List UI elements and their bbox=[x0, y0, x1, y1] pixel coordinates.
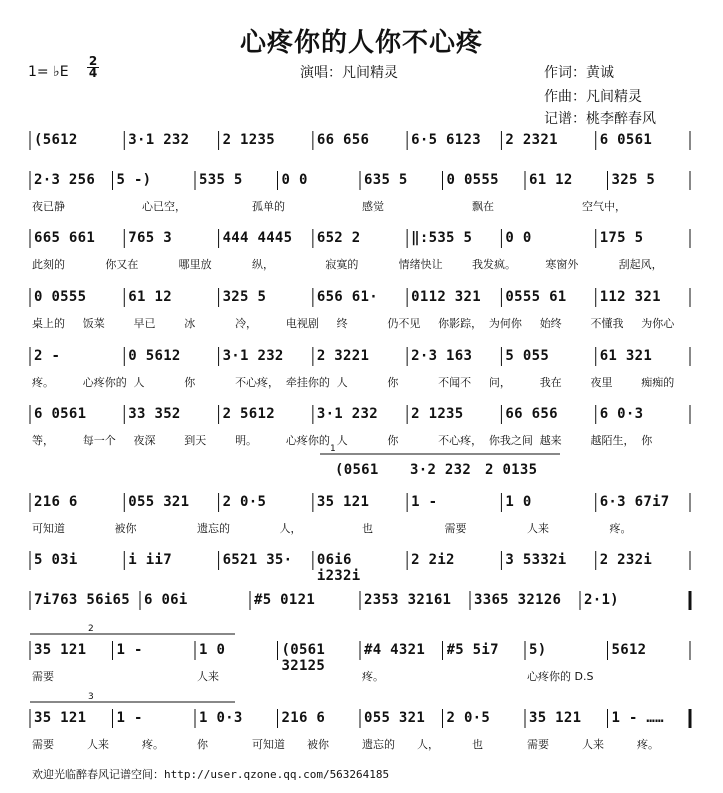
lyric-word: 刮起风， bbox=[618, 258, 663, 271]
note-group: 7i763 56i65 bbox=[34, 592, 131, 608]
note-group: 61 12 bbox=[128, 289, 172, 305]
lyric-word: 心疼你的 bbox=[285, 434, 330, 447]
lyric-word: 我发疯。 bbox=[472, 258, 516, 271]
lyric-word: 疼。 bbox=[609, 522, 632, 535]
note-group: 2 1235 bbox=[411, 406, 464, 422]
lyric-word: 夜里 bbox=[590, 376, 613, 389]
note-group: 6·5 6123 bbox=[411, 132, 481, 148]
lyric-word: 情绪快让 bbox=[398, 258, 443, 271]
lyric-word: 需要 bbox=[32, 738, 54, 751]
lyric-word: 我在 bbox=[539, 376, 562, 389]
note-group: 055 321 bbox=[364, 710, 426, 726]
lyric-word: 你影踪， bbox=[438, 317, 483, 330]
lyric-word: 心疼你的 D.S bbox=[527, 670, 594, 683]
note-group: 1 - bbox=[116, 710, 143, 726]
note-group: 35 121 bbox=[316, 494, 370, 510]
singer-credit: 演唱：凡间精灵 bbox=[300, 65, 398, 81]
note-group: 2 0·5 bbox=[222, 494, 267, 510]
lyric-word: 始终 bbox=[539, 317, 562, 330]
note-group: 5 -) bbox=[116, 172, 152, 188]
lyric-word: 痴痴的 bbox=[641, 376, 675, 389]
lyric-word: 为你心 bbox=[641, 317, 675, 330]
lyric-word: 明。 bbox=[235, 434, 258, 447]
lyric-word: 你 bbox=[641, 434, 653, 447]
lyric-word: 越来 bbox=[539, 434, 562, 447]
note-group: 2 2i2 bbox=[411, 552, 455, 568]
volta-number: 3 bbox=[88, 692, 94, 702]
lyric-word: 夜深 bbox=[133, 434, 156, 447]
note-group: 325 5 bbox=[611, 172, 656, 188]
lyric-word: 人来 bbox=[582, 738, 604, 751]
lyric-word: 为何你 bbox=[488, 317, 522, 330]
lyric-word: 仍不见 bbox=[387, 317, 421, 330]
note-group: 6 06i bbox=[144, 592, 188, 608]
note-group: 2·3 256 bbox=[34, 172, 96, 188]
note-group: 5612 bbox=[611, 642, 647, 658]
lyric-word: 也 bbox=[362, 522, 373, 535]
note-group: 1 - …… bbox=[611, 710, 664, 726]
note-group: 3·1 232 bbox=[128, 132, 190, 148]
note-group: 2 2321 bbox=[505, 132, 558, 148]
lyric-word: 疼。 bbox=[637, 738, 659, 751]
lyric-word: 不闻不 bbox=[438, 376, 472, 389]
note-group: 3365 32126 bbox=[474, 592, 562, 608]
lyric-word: 感觉 bbox=[362, 200, 384, 213]
lyric-word: 不心疼， bbox=[235, 376, 280, 389]
lyric-word: 飘在 bbox=[472, 200, 494, 213]
lyric-word: 人 bbox=[336, 434, 348, 447]
lyric-word: 遗忘的 bbox=[197, 522, 230, 535]
lyric-word: 疼。 bbox=[142, 738, 164, 751]
note-group: 5 055 bbox=[505, 348, 550, 364]
note-group: 2 0135 bbox=[485, 462, 538, 478]
lyric-word: 不懂我 bbox=[590, 317, 624, 330]
note-group: 66 656 bbox=[316, 132, 370, 148]
note-group: 055 321 bbox=[128, 494, 190, 510]
note-group: 0112 321 bbox=[411, 289, 481, 305]
lyric-word: 人来 bbox=[527, 522, 549, 535]
note-group: 535 5 bbox=[199, 172, 243, 188]
lyric-word: 每一个 bbox=[82, 434, 116, 447]
note-group: 1 0 bbox=[505, 494, 532, 510]
note-group: 0 0555 bbox=[34, 289, 87, 305]
lyric-word: 哪里放 bbox=[178, 258, 212, 271]
lyric-word: 人， bbox=[417, 738, 439, 751]
note-group: 0555 61 bbox=[505, 289, 567, 305]
lyric-word: 可知道 bbox=[32, 522, 65, 535]
lyric-word: 问， bbox=[488, 376, 511, 389]
note-group: 0 0 bbox=[505, 230, 532, 246]
note-group: 6 0561 bbox=[34, 406, 87, 422]
note-group: (0561 bbox=[335, 462, 379, 478]
note-group: 61 321 bbox=[599, 348, 653, 364]
note-group: ‖:535 5 bbox=[411, 230, 473, 246]
note-group: 66 656 bbox=[505, 406, 558, 422]
lyric-word: 被你 bbox=[114, 522, 137, 535]
note-group: 175 5 bbox=[599, 230, 644, 246]
note-group: 6·3 67i7 bbox=[599, 494, 670, 510]
lyric-word: 需要 bbox=[32, 670, 54, 683]
lyric-word: 人来 bbox=[87, 738, 109, 751]
lyric-word: 等， bbox=[32, 434, 54, 447]
lyric-word: 人 bbox=[336, 376, 348, 389]
note-group: 2 5612 bbox=[222, 406, 275, 422]
note-group: 652 2 bbox=[316, 230, 361, 246]
note-group: 665 661 bbox=[34, 230, 96, 246]
note-group: 1 - bbox=[116, 642, 143, 658]
note-group: (5612 bbox=[34, 132, 78, 148]
note-group: 2 3221 bbox=[316, 348, 370, 364]
lyric-word: 需要 bbox=[527, 738, 549, 751]
note-group: 112 321 bbox=[599, 289, 661, 305]
lyric-word: 遗忘的 bbox=[362, 738, 395, 751]
note-group: 325 5 bbox=[222, 289, 267, 305]
note-group: 2·3 163 bbox=[411, 348, 473, 364]
time-signature-bottom: 4 bbox=[88, 66, 98, 80]
key-signature: 1= ♭E bbox=[28, 64, 69, 80]
note-group: 2353 32161 bbox=[364, 592, 452, 608]
lyric-word: 到天 bbox=[184, 434, 207, 447]
note-group: 0 5612 bbox=[128, 348, 181, 364]
note-group: #5 0121 bbox=[254, 592, 316, 608]
note-group: 2 232i bbox=[599, 552, 653, 568]
time-signature-top: 2 bbox=[88, 54, 98, 68]
note-group: 35 121 bbox=[529, 710, 582, 726]
note-group: 5 03i bbox=[34, 552, 78, 568]
lyric-word: 疼。 bbox=[362, 670, 384, 683]
volta-number: 2 bbox=[88, 624, 94, 634]
lyric-word: 心已空， bbox=[142, 200, 186, 213]
note-group: 0 0555 bbox=[446, 172, 499, 188]
lyric-word: 牵挂你的 bbox=[285, 376, 330, 389]
lyric-word: 人 bbox=[133, 376, 145, 389]
lyric-word: 你 bbox=[387, 434, 399, 447]
lyric-word: 此刻的 bbox=[32, 258, 65, 271]
note-group: (0561 32125 bbox=[281, 642, 326, 674]
lyric-word: 空气中， bbox=[582, 200, 626, 213]
lyric-word: 孤单的 bbox=[252, 200, 285, 213]
lyric-word: 疼。 bbox=[32, 376, 54, 389]
lyric-word: 寒窗外 bbox=[545, 258, 579, 271]
note-group: 2·1) bbox=[584, 592, 619, 608]
lyric-word: 你我之间 bbox=[488, 434, 533, 447]
note-group: 3 5332i bbox=[505, 552, 567, 568]
lyric-word: 冰 bbox=[184, 317, 196, 330]
note-group: 5) bbox=[529, 642, 547, 658]
note-group: 3·2 232 bbox=[410, 462, 472, 478]
lyric-word: 你 bbox=[184, 376, 196, 389]
lyric-word: 夜已静 bbox=[32, 200, 65, 213]
note-group: 35 121 bbox=[34, 642, 87, 658]
note-group: 1 0·3 bbox=[199, 710, 243, 726]
note-group: 61 12 bbox=[529, 172, 573, 188]
note-group: 35 121 bbox=[34, 710, 87, 726]
note-group: 6521 35· bbox=[222, 552, 293, 568]
note-group: 444 4445 bbox=[222, 230, 293, 246]
note-group: #5 5i7 bbox=[446, 642, 499, 658]
note-group: 2 0·5 bbox=[446, 710, 491, 726]
lyric-word: 饭菜 bbox=[82, 317, 105, 330]
note-group: 1 - bbox=[411, 494, 438, 510]
note-group: 656 61· bbox=[316, 289, 378, 305]
transcriber-credit: 记谱：桃李醉春风 bbox=[544, 111, 656, 127]
note-group: 216 6 bbox=[34, 494, 78, 510]
composer-credit: 作曲：凡间精灵 bbox=[544, 89, 642, 105]
note-group: 3·1 232 bbox=[316, 406, 378, 422]
lyric-word: 人来 bbox=[197, 670, 219, 683]
lyricist-credit: 作词：黄诚 bbox=[544, 65, 614, 81]
volta-number: 1 bbox=[330, 444, 336, 454]
lyric-word: 你又在 bbox=[105, 258, 139, 271]
note-group: 6 0·3 bbox=[599, 406, 644, 422]
note-group: 2 1235 bbox=[222, 132, 275, 148]
note-group: 216 6 bbox=[281, 710, 326, 726]
note-group: i ii7 bbox=[128, 552, 172, 568]
song-title: 心疼你的人你不心疼 bbox=[239, 28, 483, 58]
lyric-word: 电视剧 bbox=[285, 317, 319, 330]
note-group: 06i6 i232i bbox=[316, 552, 361, 584]
lyric-word: 需要 bbox=[444, 522, 467, 535]
note-group: 2 - bbox=[34, 348, 61, 364]
note-group: 0 0 bbox=[281, 172, 308, 188]
note-group: 1 0 bbox=[199, 642, 226, 658]
time-signature bbox=[87, 56, 99, 79]
lyric-word: 被你 bbox=[307, 738, 329, 751]
note-group: #4 4321 bbox=[364, 642, 426, 658]
lyric-word: 寂寞的 bbox=[325, 258, 359, 271]
note-group: 33 352 bbox=[128, 406, 181, 422]
note-group: 3·1 232 bbox=[222, 348, 284, 364]
footer-credit: 欢迎光临醉春风记谱空间：http://user.qzone.qq.com/563264185 bbox=[32, 768, 390, 781]
note-group: 635 5 bbox=[364, 172, 408, 188]
lyric-word: 桌上的 bbox=[32, 317, 65, 330]
lyric-word: 终 bbox=[336, 317, 348, 330]
lyric-word: 也 bbox=[472, 738, 483, 751]
lyric-word: 可知道 bbox=[252, 738, 285, 751]
lyric-word: 早已 bbox=[133, 317, 156, 330]
note-group: 6 0561 bbox=[599, 132, 653, 148]
lyric-word: 冷， bbox=[235, 317, 258, 330]
note-group: 765 3 bbox=[128, 230, 172, 246]
lyric-word: 越陌生， bbox=[590, 434, 635, 447]
lyric-word: 纵， bbox=[252, 258, 274, 271]
lyric-word: 人， bbox=[279, 522, 302, 535]
lyric-word: 你 bbox=[197, 738, 208, 751]
lyric-word: 你 bbox=[387, 376, 399, 389]
lyric-word: 不心疼， bbox=[438, 434, 483, 447]
lyric-word: 心疼你的 bbox=[82, 376, 127, 389]
